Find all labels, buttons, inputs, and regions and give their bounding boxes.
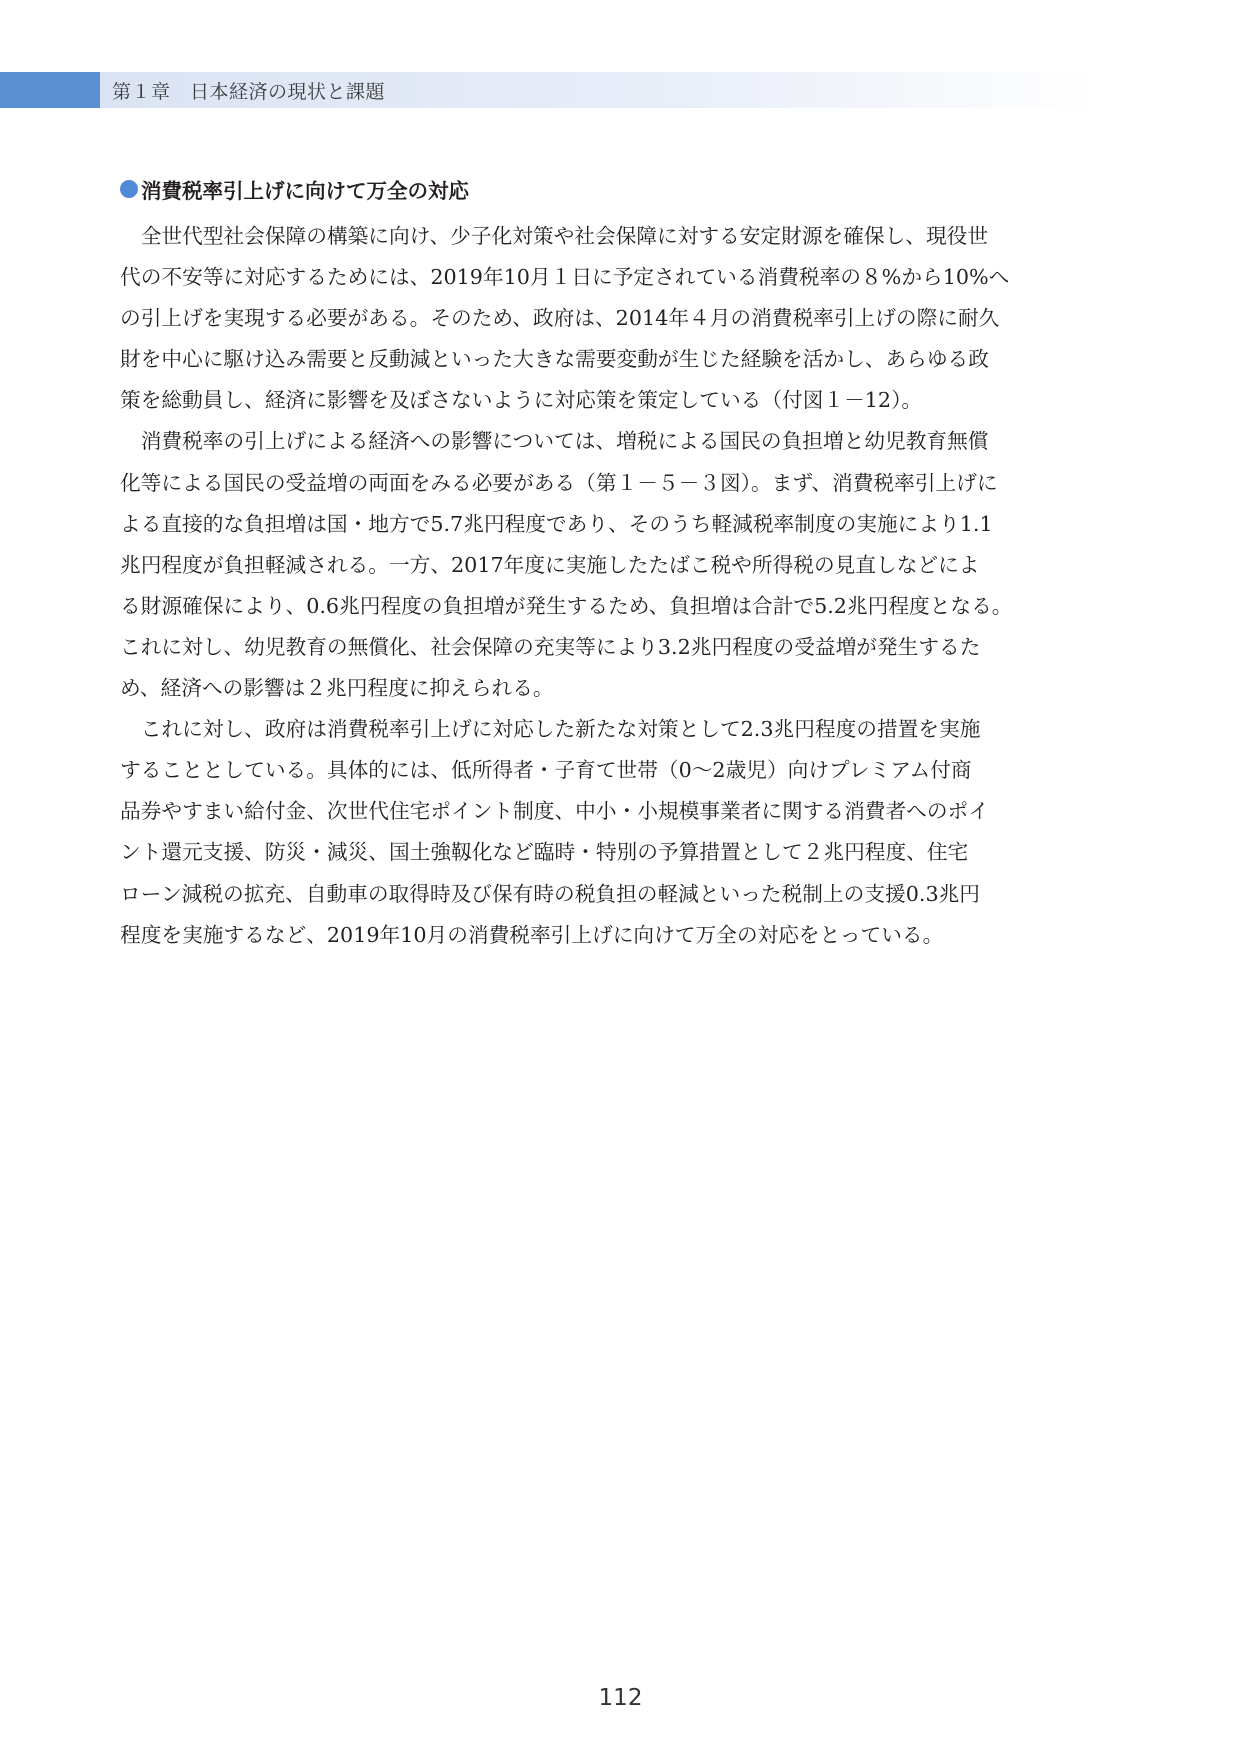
chapter-title: 第１章 日本経済の現状と課題: [112, 80, 386, 103]
section-title: 消費税率引上げに向けて万全の対応: [141, 179, 469, 203]
page-number: 112: [598, 1685, 643, 1711]
text-line: することとしている。具体的には、低所得者・子育て世帯（0～2歳児）向けプレミアム付商: [120, 758, 972, 783]
chapter-header: [0, 72, 1100, 108]
text-line: 代の不安等に対応するためには、2019年10月１日に予定されている消費税率の８%から10%へ: [120, 265, 1010, 290]
text-line: 品券やすまい給付金、次世代住宅ポイント制度、中小・小規模事業者に関する消費者へのポイ: [120, 799, 989, 824]
bullet-icon: [120, 180, 138, 198]
chapter-tab-decoration: [0, 72, 100, 108]
text-line: よる直接的な負担増は国・地方で5.7兆円程度であり、そのうち軽減税率制度の実施により1.1: [120, 511, 993, 536]
text-line: の引上げを実現する必要がある。そのため、政府は、2014年４月の消費税率引上げの際に耐久: [120, 306, 1000, 331]
text-line: 消費税率の引上げによる経済への影響については、増税による国民の負担増と幼児教育無償: [120, 429, 989, 454]
text-line: ント還元支援、防災・減災、国土強靱化など臨時・特別の予算措置として２兆円程度、住宅: [120, 840, 969, 865]
text-line: これに対し、幼児教育の無償化、社会保障の充実等により3.2兆円程度の受益増が発生するた: [120, 634, 981, 659]
text-line: 全世代型社会保障の構築に向け、少子化対策や社会保障に対する安定財源を確保し、現役世: [120, 224, 989, 248]
text-line: 化等による国民の受益増の両面をみる必要がある（第１－５－３図）。まず、消費税率引上げに: [120, 470, 998, 495]
text-line: 策を総動員し、経済に影響を及ぼさないように対応策を策定している（付図１－12）。: [120, 388, 923, 413]
text-line: これに対し、政府は消費税率引上げに対応した新たな対策として2.3兆円程度の措置を実施: [120, 717, 981, 742]
chapter-band: [100, 72, 1100, 108]
text-line: ローン減税の拡充、自動車の取得時及び保有時の税負担の軽減といった税制上の支援0.3兆円: [120, 881, 980, 906]
text-line: 兆円程度が負担軽減される。一方、2017年度に実施したたばこ税や所得税の見直しなどによ: [120, 552, 980, 577]
body-text: [120, 216, 1122, 956]
text-line: 程度を実施するなど、2019年10月の消費税率引上げに向けて万全の対応をとっている。: [120, 922, 944, 947]
text-line: る財源確保により、0.6兆円程度の負担増が発生するため、負担増は合計で5.2兆円程度となる。: [120, 593, 1013, 618]
text-line: め、経済への影響は２兆円程度に抑えられる。: [120, 676, 554, 701]
text-line: 財を中心に駆け込み需要と反動減といった大きな需要変動が生じた経験を活かし、あらゆる政: [120, 347, 989, 372]
section-heading: [120, 174, 469, 204]
